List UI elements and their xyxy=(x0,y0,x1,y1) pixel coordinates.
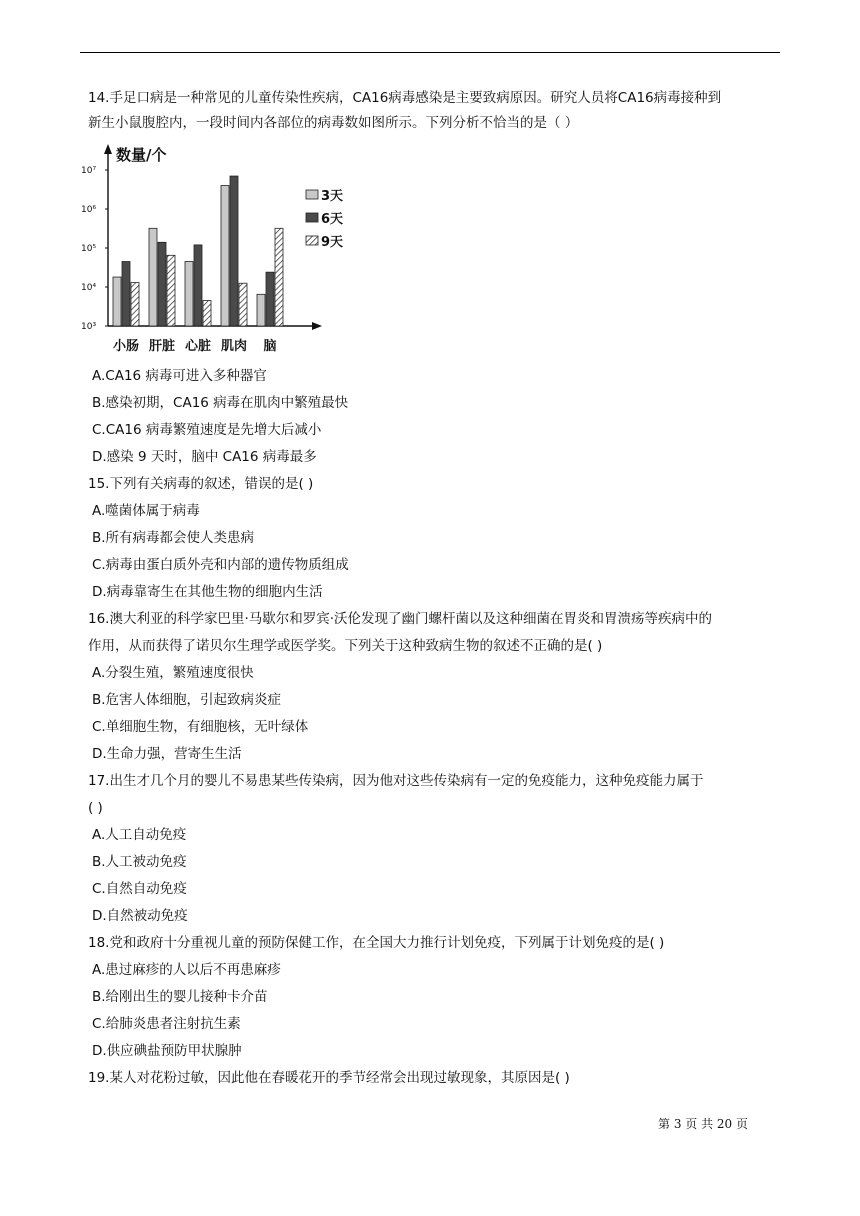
q18-option-c: C.给肺炎患者注射抗生素 xyxy=(92,1016,241,1032)
x-tick-label: 脑 xyxy=(263,339,277,354)
q16-stem-line2: 作用，从而获得了诺贝尔生理学或医学奖。下列关于这种致病生物的叙述不正确的是( ) xyxy=(88,638,603,654)
q16-option-a: A.分裂生殖，繁殖速度很快 xyxy=(92,665,254,681)
legend-label: 6天 xyxy=(321,212,344,227)
q17-option-b: B.人工被动免疫 xyxy=(92,854,187,870)
y-axis-label: 数量/个 xyxy=(116,146,167,164)
bar xyxy=(122,262,130,326)
bar xyxy=(257,294,265,326)
q18-option-d: D.供应碘盐预防甲状腺肿 xyxy=(92,1043,242,1059)
q15-option-c: C.病毒由蛋白质外壳和内部的遗传物质组成 xyxy=(92,557,349,573)
q18-option-a: A.患过麻疹的人以后不再患麻疹 xyxy=(92,962,281,978)
bar xyxy=(203,301,211,326)
legend-label: 9天 xyxy=(321,235,344,250)
virus-count-bar-chart xyxy=(80,140,344,360)
y-tick-label: 10⁶ xyxy=(81,205,97,215)
x-tick-label: 肝脏 xyxy=(148,339,176,354)
q16-option-d: D.生命力强，营寄生生活 xyxy=(92,746,242,762)
y-tick-label: 10⁴ xyxy=(81,283,97,293)
x-tick-label: 肌肉 xyxy=(220,339,248,354)
bar xyxy=(158,242,166,326)
legend-swatch xyxy=(306,190,318,199)
bar xyxy=(167,255,175,326)
header-rule xyxy=(80,52,780,53)
q16-stem-line1: 16.澳大利亚的科学家巴里·马歇尔和罗宾·沃伦发现了幽门螺杆菌以及这种细菌在胃炎和胃溃疡等疾病中的 xyxy=(88,611,713,627)
q15-option-a: A.噬菌体属于病毒 xyxy=(92,503,200,519)
q15-option-d: D.病毒靠寄生在其他生物的细胞内生活 xyxy=(92,584,323,600)
bar xyxy=(131,283,139,326)
q14-option-a: A.CA16 病毒可进入多种器官 xyxy=(92,368,267,384)
y-tick-label: 10⁵ xyxy=(81,244,97,254)
bar xyxy=(239,283,247,326)
q15-stem: 15.下列有关病毒的叙述，错误的是( ) xyxy=(88,476,314,492)
q14-stem-line1: 14.手足口病是一种常见的儿童传染性疾病，CA16病毒感染是主要致病原因。研究人员将CA16病毒接种到 xyxy=(88,90,722,106)
q17-stem-line2: ( ) xyxy=(88,800,103,816)
bar xyxy=(230,176,238,326)
q17-stem-line1: 17.出生才几个月的婴儿不易患某些传染病，因为他对这些传染病有一定的免疫能力，这种免疫能力属于 xyxy=(88,773,704,789)
legend-swatch xyxy=(306,236,318,245)
x-tick-label: 小肠 xyxy=(112,339,140,354)
legend-swatch xyxy=(306,213,318,222)
q16-option-c: C.单细胞生物，有细胞核，无叶绿体 xyxy=(92,719,309,735)
q17-option-c: C.自然自动免疫 xyxy=(92,881,187,897)
q16-option-b: B.危害人体细胞，引起致病炎症 xyxy=(92,692,282,708)
y-tick-label: 10⁷ xyxy=(81,166,97,176)
x-axis-arrow xyxy=(312,322,322,330)
q18-stem: 18.党和政府十分重视儿童的预防保健工作，在全国大力推行计划免疫，下列属于计划免疫的是( ) xyxy=(88,935,665,951)
bar xyxy=(221,186,229,326)
q14-option-c: C.CA16 病毒繁殖速度是先增大后减小 xyxy=(92,422,322,438)
y-tick-label: 10³ xyxy=(81,322,97,332)
bar xyxy=(266,272,274,326)
q17-option-a: A.人工自动免疫 xyxy=(92,827,187,843)
q14-stem-line2: 新生小鼠腹腔内，一段时间内各部位的病毒数如图所示。下列分析不恰当的是（ ） xyxy=(88,115,579,131)
x-tick-label: 心脏 xyxy=(184,339,212,354)
bar xyxy=(113,277,121,326)
legend-label: 3天 xyxy=(321,189,344,204)
q19-stem: 19.某人对花粉过敏，因此他在春暖花开的季节经常会出现过敏现象，其原因是( ) xyxy=(88,1070,570,1086)
page-number: 第 3 页 共 20 页 xyxy=(658,1117,748,1131)
bar xyxy=(185,262,193,326)
q14-option-d: D.感染 9 天时，脑中 CA16 病毒最多 xyxy=(92,449,317,465)
q18-option-b: B.给刚出生的婴儿接种卡介苗 xyxy=(92,989,268,1005)
y-axis-arrow xyxy=(104,144,112,154)
bar xyxy=(275,228,283,326)
q17-option-d: D.自然被动免疫 xyxy=(92,908,188,924)
bar xyxy=(149,228,157,326)
bar xyxy=(194,245,202,326)
q14-option-b: B.感染初期，CA16 病毒在肌肉中繁殖最快 xyxy=(92,395,349,411)
q15-option-b: B.所有病毒都会使人类患病 xyxy=(92,530,255,546)
